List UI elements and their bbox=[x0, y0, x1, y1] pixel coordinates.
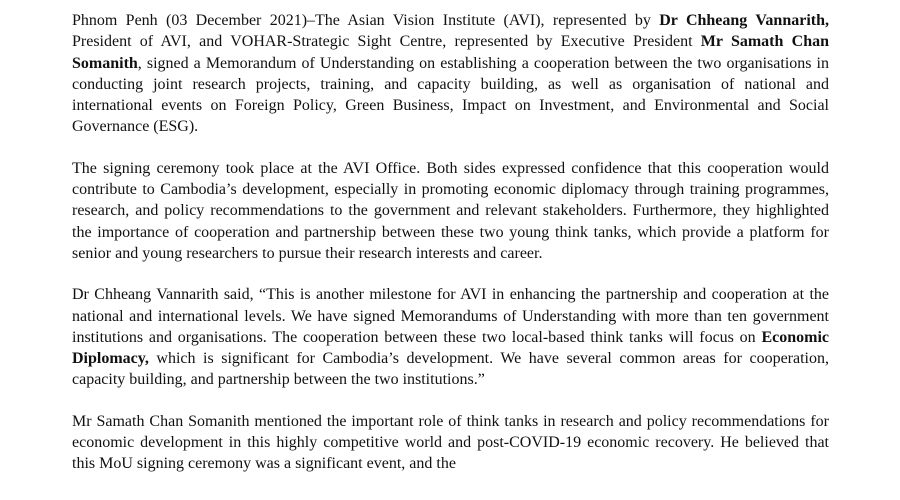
text-run: Dr Chheang Vannarith said, “This is another milestone for AVI in enhancing the partnership and cooperation at the national and international levels. We have signed Memorandums of Understanding with more than ten government institutions and organisations. The cooperation between these two local-based think tanks will focus on bbox=[72, 286, 829, 346]
document-page bbox=[72, 10, 829, 495]
text-run: which is significant for Cambodia’s development. We have several common areas for cooperation, capacity building, and partnership between the two institutions.” bbox=[72, 350, 829, 389]
text-run: The signing ceremony took place at the AVI Office. Both sides expressed confidence that this cooperation would contribute to Cambodia’s development, especially in promoting economic diplomacy through training programmes, research, and policy recommendations to the government and relevant stakeholders. Furthermore, they highlighted the importance of cooperation and partnership between these two young think tanks, which provide a platform for senior and young researchers to pursue their research interests and career. bbox=[72, 159, 829, 262]
paragraph-2 bbox=[72, 158, 829, 264]
paragraph-3 bbox=[72, 284, 829, 390]
paragraph-1 bbox=[72, 10, 829, 138]
text-run: President of AVI, and VOHAR-Strategic Sight Centre, represented by Executive President bbox=[72, 33, 701, 51]
text-run: , signed a Memorandum of Understanding on establishing a cooperation between the two organisations in conducting joint research projects, training, and capacity building, as well as organisation of national and international events on Foreign Policy, Green Business, Impact on Investment, and Environmental and Social Governance (ESG). bbox=[72, 54, 829, 136]
text-run: Mr Samath Chan Somanith mentioned the important role of think tanks in research and policy recommendations for economic development in this highly competitive world and post-COVID-19 economic recovery. He believed that this MoU signing ceremony was a significant event, and the bbox=[72, 412, 829, 473]
bold-name-samath-chan-somanith: Mr Samath Chan Somanith bbox=[72, 33, 830, 72]
bold-economic-diplomacy: Economic Diplomacy, bbox=[72, 328, 829, 368]
paragraph-4 bbox=[72, 411, 829, 475]
bold-name-chheang-vannarith: Dr Chheang Vannarith, bbox=[659, 12, 829, 29]
text-run: Phnom Penh (03 December 2021)–The Asian Vision Institute (AVI), represented by bbox=[72, 12, 660, 29]
